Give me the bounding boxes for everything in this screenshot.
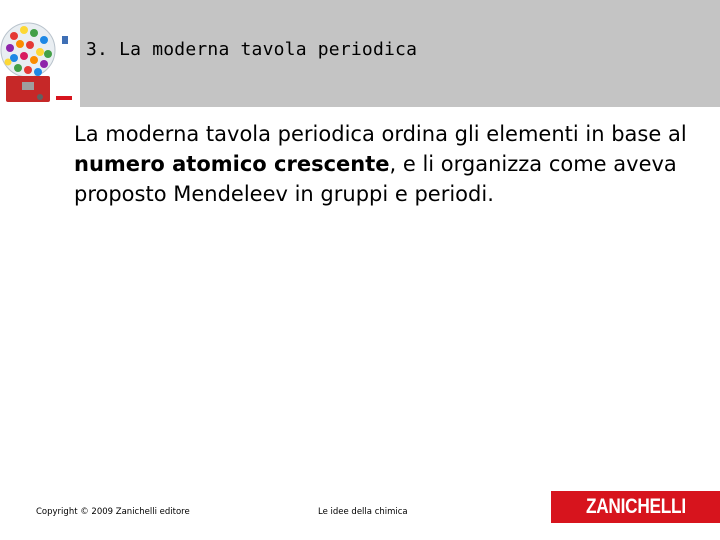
footer-book-name: Le idee della chimica: [318, 507, 408, 517]
body-paragraph: [74, 119, 704, 209]
slide-title: 3. La moderna tavola periodica: [86, 39, 418, 60]
body-text-end: , e li organizza come aveva proposto Mendeleev in gruppi e periodi.: [74, 152, 677, 206]
body-text-start: La moderna tavola periodica ordina gli elementi in base al: [74, 122, 687, 146]
footer-copyright: Copyright © 2009 Zanichelli editore: [36, 507, 190, 517]
zanichelli-logo: [551, 491, 720, 523]
body-text-bold: numero atomico crescente: [74, 152, 390, 176]
logo-text: ZANICHELLI: [585, 495, 686, 518]
book-cover-image: [0, 0, 80, 107]
